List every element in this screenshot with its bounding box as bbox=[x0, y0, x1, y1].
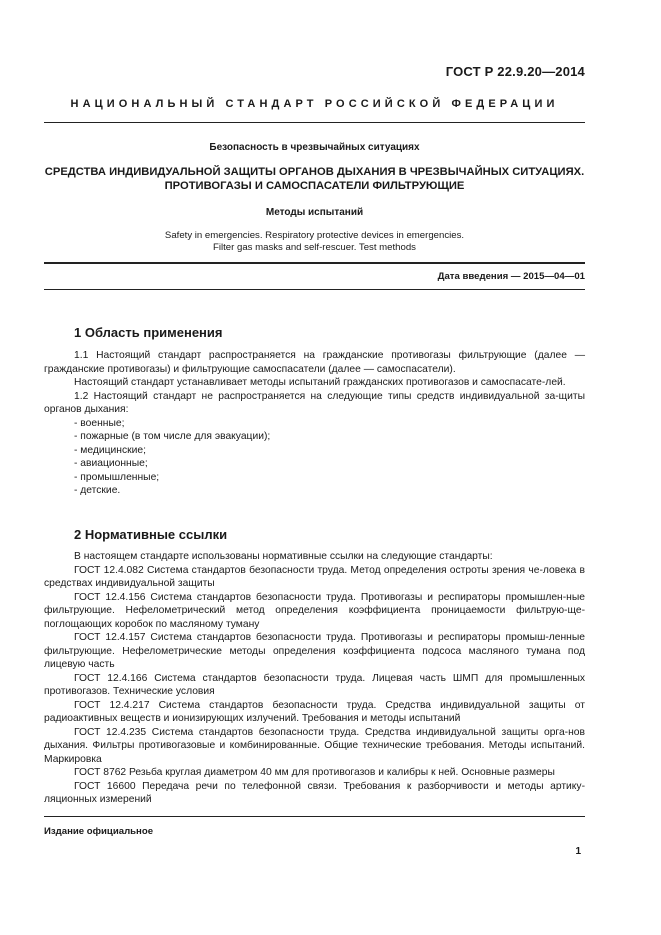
section-2-body bbox=[44, 550, 585, 807]
reference-entry: ГОСТ 12.4.082 Система стандартов безопасности труда. Метод определения остроты зрения че-ловека в средствах индивидуальной защиты bbox=[44, 564, 585, 589]
standard-code: ГОСТ Р 22.9.20—2014 bbox=[445, 64, 585, 79]
reference-entry: ГОСТ 12.4.166 Система стандартов безопасности труда. Лицевая часть ШМП для промышленных противогазов. Технические условия bbox=[44, 672, 585, 697]
document-title bbox=[44, 165, 585, 193]
paragraph: 1.1 Настоящий стандарт распространяется на гражданские противогазы фильтрующие (далее — гражданские противогазы) и фильтрующие самоспасатели (далее — самоспасатели). bbox=[44, 350, 585, 375]
effective-date: Дата введения — 2015—04—01 bbox=[437, 271, 585, 282]
reference-entry: ГОСТ 8762 Резьба круглая диаметром 40 мм для противогазов и калибры к ней. Основные размеры bbox=[74, 767, 555, 778]
footer-divider bbox=[44, 816, 585, 817]
reference-entry: ГОСТ 12.4.156 Система стандартов безопасности труда. Противогазы и респираторы промышлен-ные фильтрующие. Нефелометрический метод определения коэффициента проницаемости фильтрую-ще-поглощающих коробок по масляному туману bbox=[44, 591, 585, 630]
page-number: 1 bbox=[575, 846, 581, 857]
section-2-heading: 2 Нормативные ссылки bbox=[74, 527, 228, 542]
date-divider bbox=[44, 289, 585, 290]
section-1-heading: 1 Область применения bbox=[74, 325, 223, 340]
methods-heading: Методы испытаний bbox=[265, 207, 364, 218]
list-item: - медицинские; bbox=[74, 444, 146, 456]
paragraph: 1.2 Настоящий стандарт не распространяется на следующие типы средств индивидуальной за-щиты органов дыхания: bbox=[44, 390, 585, 415]
title-line-2: ПРОТИВОГАЗЫ И САМОСПАСАТЕЛИ ФИЛЬТРУЮЩИЕ bbox=[164, 180, 465, 192]
reference-entry: ГОСТ 12.4.217 Система стандартов безопасности труда. Средства индивидуальной защиты от радиоактивных веществ и ионизирующих излучений. Требования и методы испытаний bbox=[44, 699, 585, 724]
list-item: - промышленные; bbox=[74, 471, 160, 483]
english-title bbox=[44, 230, 585, 254]
reference-entry: ГОСТ 12.4.235 Система стандартов безопасности труда. Средства индивидуальной защиты орга-нов дыхания. Фильтры противогазовые и комбинированные. Общие технические требования. Методы испытаний. Маркировка bbox=[44, 726, 585, 765]
section-1-body bbox=[44, 349, 585, 498]
category-heading: Безопасность в чрезвычайных ситуациях bbox=[209, 142, 420, 153]
national-standard-banner: НАЦИОНАЛЬНЫЙ СТАНДАРТ РОССИЙСКОЙ ФЕДЕРАЦИИ bbox=[70, 98, 559, 110]
english-title-line-2: Filter gas masks and self-rescuer. Test methods bbox=[213, 242, 416, 253]
list-item: - детские. bbox=[74, 485, 121, 496]
top-divider bbox=[44, 122, 585, 123]
reference-entry: ГОСТ 12.4.157 Система стандартов безопасности труда. Противогазы и респираторы промыш-ленные фильтрующие. Нефелометрические методы определения коэффициента подсоса масляного тумана под лицевую часть bbox=[44, 632, 585, 670]
title-divider bbox=[44, 262, 585, 264]
edition-label: Издание официальное bbox=[44, 826, 154, 837]
list-item: - пожарные (в том числе для эвакуации); bbox=[74, 431, 271, 442]
paragraph: Настоящий стандарт устанавливает методы испытаний гражданских противогазов и самоспасате-лей. bbox=[74, 377, 566, 388]
paragraph: В настоящем стандарте использованы нормативные ссылки на следующие стандарты: bbox=[74, 551, 493, 562]
list-item: - военные; bbox=[74, 417, 125, 429]
title-line-1: СРЕДСТВА ИНДИВИДУАЛЬНОЙ ЗАЩИТЫ ОРГАНОВ ДЫХАНИЯ В ЧРЕЗВЫЧАЙНЫХ СИТУАЦИЯХ. bbox=[44, 166, 585, 178]
english-title-line-1: Safety in emergencies. Respiratory protective devices in emergencies. bbox=[164, 230, 465, 241]
list-item: - авиационные; bbox=[74, 458, 148, 469]
reference-entry: ГОСТ 16600 Передача речи по телефонной связи. Требования к разборчивости и методы артику-ляционных измерений bbox=[44, 780, 585, 805]
